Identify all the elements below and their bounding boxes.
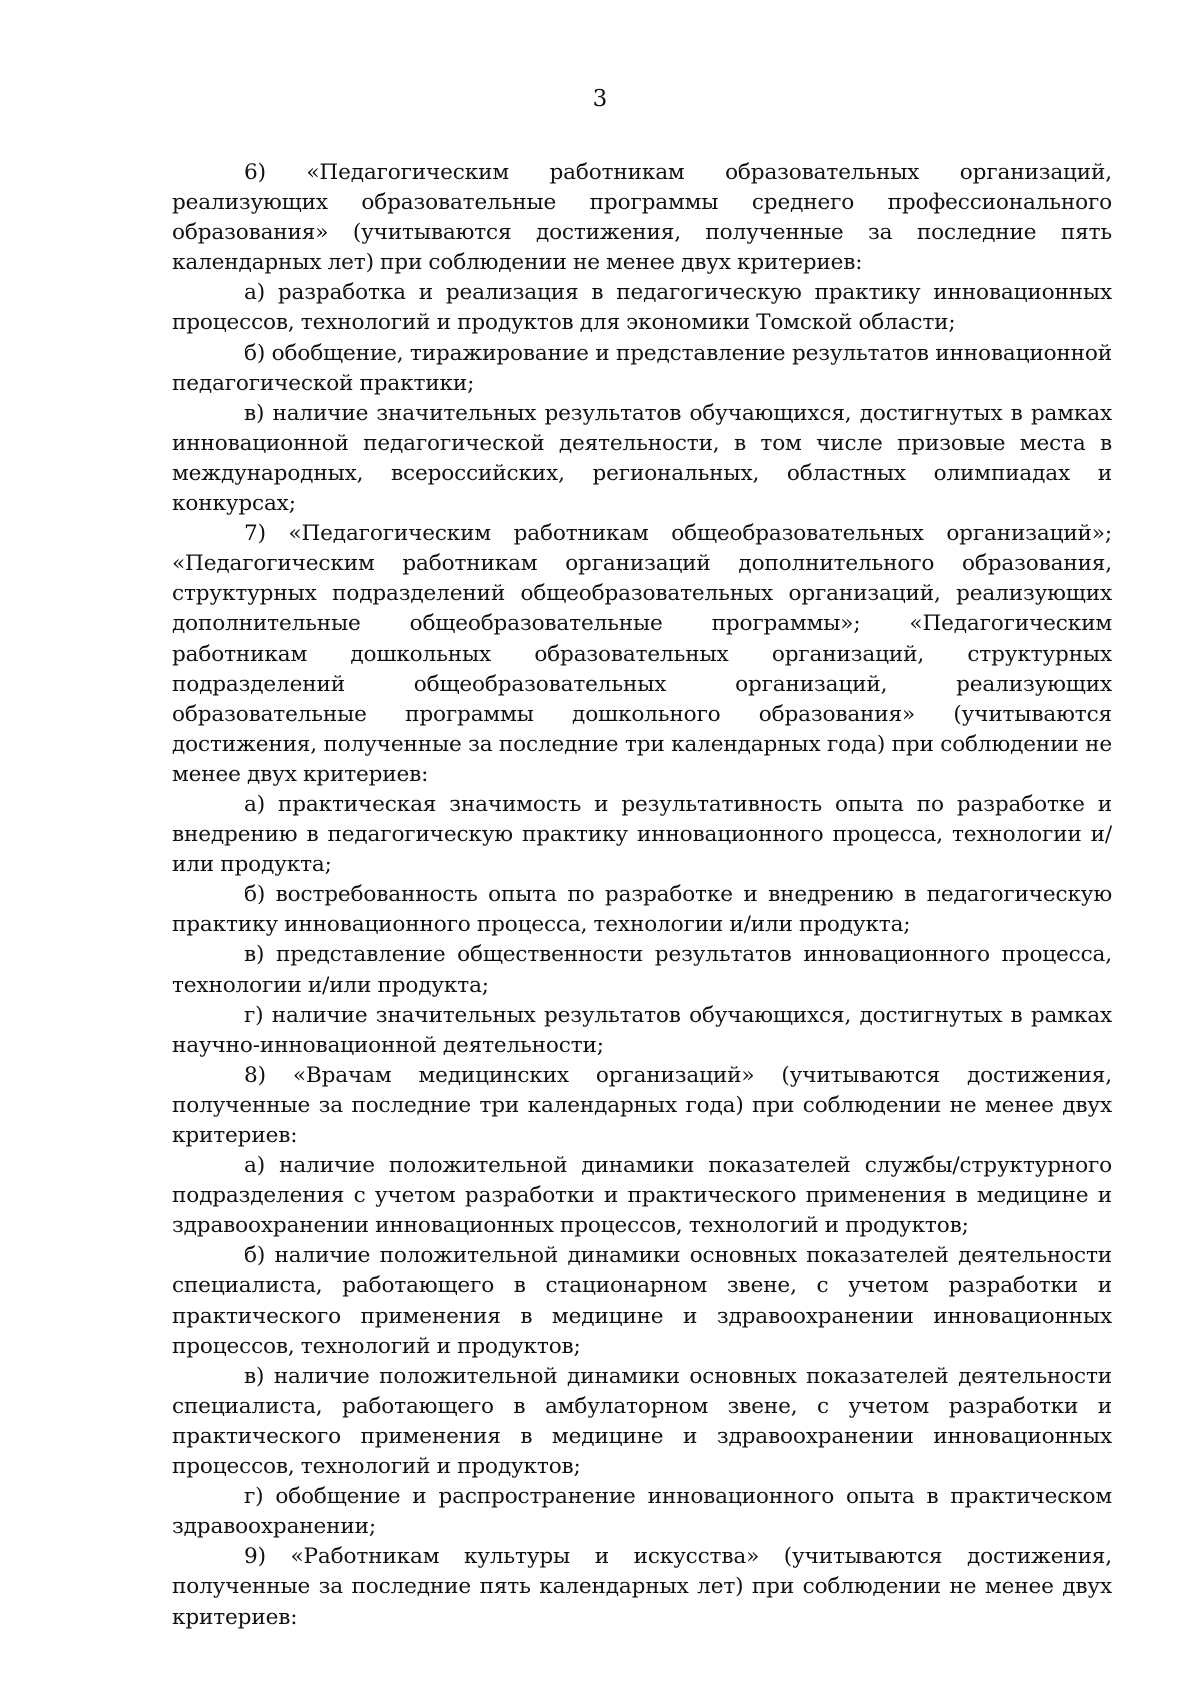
paragraph-item-8b: б) наличие положительной динамики основных показателей деятельности специалиста, работающего в стационарном звене, с учетом разработки и практического применения в медицине и здравоохранении инновационных процессов, технологий и продуктов; <box>172 1243 1112 1359</box>
paragraph-item-6a: а) разработка и реализация в педагогическую практику инновационных процессов, технологий и продуктов для экономики Томской области; <box>172 280 1112 336</box>
paragraph-item-7: 7) «Педагогическим работникам общеобразовательных организаций»; «Педагогическим работникам организаций дополнительного образования, структурных подразделений общеобразовательных организаций, реализующих дополнительные общеобразовательные программы»; «Педагогическим работникам дошкольных образовательных организаций, структурных подразделений общеобразовательных организаций, реализующих образовательные программы дошкольного образования» (учитываются достижения, полученные за последние три календарных года) при соблюдении не менее двух критериев: <box>172 521 1112 787</box>
page-number: 3 <box>592 86 608 112</box>
paragraph-item-9: 9) «Работникам культуры и искусства» (учитываются достижения, полученные за последние пять календарных лет) при соблюдении не менее двух критериев: <box>172 1544 1112 1630</box>
paragraph-item-7b: б) востребованность опыта по разработке и внедрению в педагогическую практику инновационного процесса, технологии и/или продукта; <box>172 882 1112 938</box>
paragraph-item-7v: в) представление общественности результатов инновационного процесса, технологии и/или продукта; <box>172 942 1112 998</box>
paragraph-item-8g: г) обобщение и распространение инновационного опыта в практическом здравоохранении; <box>172 1484 1112 1540</box>
paragraph-item-8: 8) «Врачам медицинских организаций» (учитываются достижения, полученные за последние три календарных года) при соблюдении не менее двух критериев: <box>172 1062 1112 1148</box>
paragraph-item-6b: б) обобщение, тиражирование и представление результатов инновационной педагогической практики; <box>172 340 1112 396</box>
paragraph-item-6v: в) наличие значительных результатов обучающихся, достигнутых в рамках инновационной педагогической деятельности, в том числе призовые места в международных, всероссийских, региональных, областных олимпиадах и конкурсах; <box>172 400 1112 517</box>
paragraph-item-7g: г) наличие значительных результатов обучающихся, достигнутых в рамках научно-инновационной деятельности; <box>172 1002 1112 1058</box>
paragraph-item-8v: в) наличие положительной динамики основных показателей деятельности специалиста, работающего в амбулаторном звене, с учетом разработки и практического применения в медицине и здравоохранении инновационных процессов, технологий и продуктов; <box>172 1363 1112 1480</box>
document-body <box>172 158 1112 1633</box>
paragraph-item-8a: а) наличие положительной динамики показателей службы/структурного подразделения с учетом разработки и практического применения в медицине и здравоохранении инновационных процессов, технологий и продуктов; <box>172 1153 1112 1239</box>
paragraph-item-6: 6) «Педагогическим работникам образовательных организаций, реализующих образовательные программы среднего профессионального образования» (учитываются достижения, полученные за последние пять календарных лет) при соблюдении не менее двух критериев: <box>172 160 1112 276</box>
paragraph-item-7a: а) практическая значимость и результативность опыта по разработке и внедрению в педагогическую практику инновационного процесса, технологии и/или продукта; <box>172 791 1112 878</box>
